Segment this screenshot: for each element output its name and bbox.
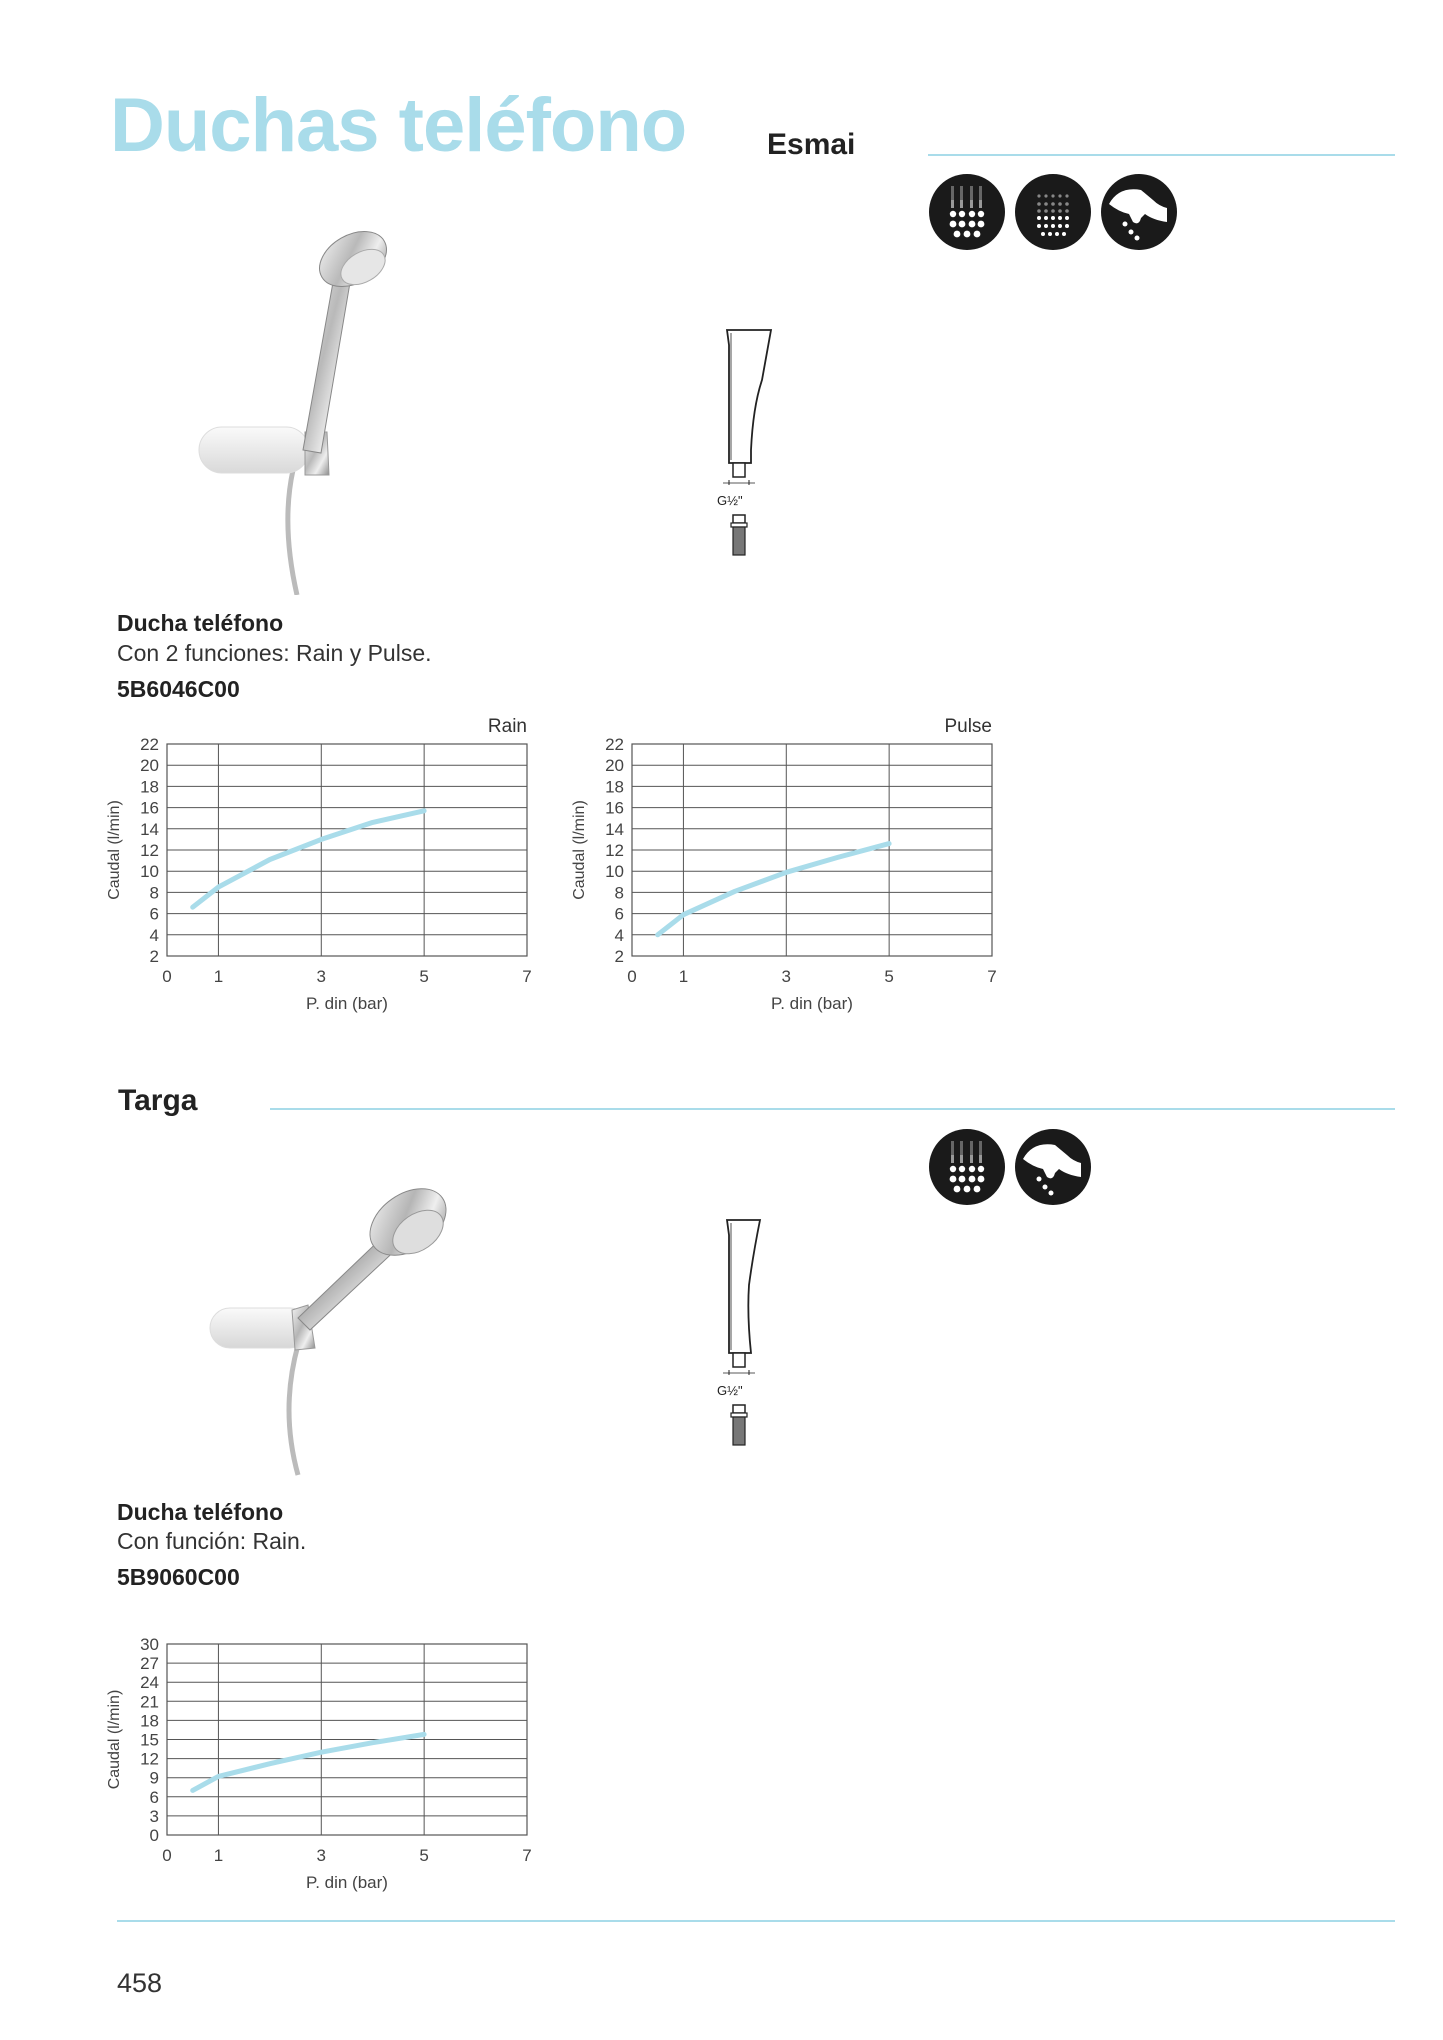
chart-1-ytick-label: 22: [605, 735, 624, 754]
thread-label: G½": [717, 493, 743, 508]
chart-1-ytick-label: 2: [614, 947, 624, 966]
chart-2-xtick-label: 0: [162, 1846, 172, 1865]
chart-1-series-pulse: [658, 844, 889, 935]
chart-2-ytick-label: 30: [140, 1635, 159, 1654]
chart-2-ylabel: Caudal (l/min): [106, 1689, 123, 1790]
footer-divider: [117, 1920, 1395, 1922]
section-title-targa: Targa: [118, 1084, 198, 1117]
chart-0-ytick-label: 12: [140, 841, 159, 860]
chart-2-ytick-label: 9: [149, 1768, 159, 1788]
chart-0-ylabel: Caudal (l/min): [106, 800, 123, 900]
chart-1-ytick-label: 12: [605, 841, 624, 860]
chart-2-ytick-label: 0: [149, 1826, 159, 1845]
product-description: Con 2 funciones: Rain y Pulse.: [117, 640, 432, 666]
page-number: 458: [117, 1968, 163, 1998]
chart-0-xtick-label: 5: [419, 967, 429, 986]
chart-1-ytick-label: 10: [605, 862, 624, 882]
chart-2-series-rain: [193, 1734, 424, 1790]
chart-1-ytick-label: 18: [605, 777, 624, 797]
technical-drawing-targa: [705, 1215, 795, 1455]
product-photo-esmai: [185, 225, 455, 595]
chart-2-ytick-label: 21: [140, 1692, 159, 1712]
section-divider: [928, 154, 1395, 156]
thread-label: G½": [717, 1383, 743, 1398]
chart-0-xtick-label: 0: [162, 967, 172, 986]
hand-touch-icon: [1015, 1129, 1091, 1205]
chart-0-ytick-label: 6: [149, 904, 159, 924]
chart-0-ytick-label: 8: [149, 883, 159, 903]
hand-touch-icon: [1101, 174, 1177, 250]
section-title-esmai: Esmai: [767, 128, 856, 161]
pulse-spray-icon: [1015, 174, 1091, 250]
chart-0-ytick-label: 2: [149, 947, 159, 966]
chart-2-ytick-label: 6: [149, 1787, 159, 1807]
product-description: Con función: Rain.: [117, 1528, 307, 1554]
chart-0-ytick-label: 22: [140, 735, 159, 754]
chart-0-title: Rain: [487, 716, 527, 737]
chart-0-ytick-label: 18: [140, 777, 159, 797]
chart-1-ytick-label: 16: [605, 798, 624, 818]
chart-2-ytick-label: 3: [149, 1806, 159, 1826]
chart-0-ytick-label: 10: [140, 862, 159, 882]
chart-0-ytick-label: 20: [140, 756, 159, 776]
feature-icons-targa: [927, 1127, 1097, 1207]
chart-1-title: Pulse: [944, 716, 992, 737]
chart-1-xtick-label: 5: [884, 967, 894, 986]
product-code: 5B9060C00: [117, 1564, 240, 1590]
chart-1-ytick-label: 8: [614, 883, 624, 903]
flow-chart-pulse: [560, 700, 1010, 1020]
chart-1-ylabel: Caudal (l/min): [571, 800, 588, 900]
chart-2-ytick-label: 15: [140, 1730, 159, 1750]
chart-0-xtick-label: 1: [213, 967, 224, 986]
product-name: Ducha teléfono: [117, 610, 284, 636]
chart-1-ytick-label: 14: [605, 819, 624, 839]
feature-icons-esmai: [927, 172, 1182, 252]
chart-2-ytick-label: 24: [140, 1673, 159, 1693]
chart-1-ytick-label: 4: [614, 925, 624, 945]
chart-1-xtick-label: 7: [987, 967, 997, 986]
chart-1-ytick-label: 6: [614, 904, 624, 924]
chart-1-xtick-label: 3: [781, 967, 792, 986]
page-title: Duchas teléfono: [110, 83, 687, 168]
flow-chart-targa: [95, 1600, 545, 1910]
chart-0-ytick-label: 4: [149, 925, 159, 945]
chart-2-xtick-label: 3: [316, 1846, 327, 1865]
product-code: 5B6046C00: [117, 676, 240, 702]
chart-0-ytick-label: 14: [140, 819, 159, 839]
chart-1-xtick-label: 0: [627, 967, 637, 986]
chart-0-xtick-label: 7: [522, 967, 532, 986]
chart-2-xtick-label: 7: [522, 1846, 532, 1865]
chart-0-xlabel: P. din (bar): [306, 994, 388, 1013]
chart-1-ytick-label: 20: [605, 756, 624, 776]
product-photo-targa: [200, 1170, 470, 1480]
chart-1-xlabel: P. din (bar): [771, 994, 853, 1013]
rain-spray-icon: [929, 1129, 1005, 1205]
chart-2-xlabel: P. din (bar): [306, 1873, 388, 1892]
chart-2-xtick-label: 5: [419, 1846, 429, 1865]
chart-2-ytick-label: 12: [140, 1749, 159, 1769]
chart-0-ytick-label: 16: [140, 798, 159, 818]
chart-1-xtick-label: 1: [678, 967, 689, 986]
product-name: Ducha teléfono: [117, 1499, 284, 1525]
chart-2-xtick-label: 1: [213, 1846, 224, 1865]
chart-2-ytick-label: 27: [140, 1654, 159, 1674]
chart-0-xtick-label: 3: [316, 967, 327, 986]
section-divider: [270, 1108, 1395, 1110]
chart-2-ytick-label: 18: [140, 1711, 159, 1731]
flow-chart-rain: [95, 700, 545, 1020]
technical-drawing-esmai: [705, 325, 795, 565]
rain-spray-icon: [929, 174, 1005, 250]
